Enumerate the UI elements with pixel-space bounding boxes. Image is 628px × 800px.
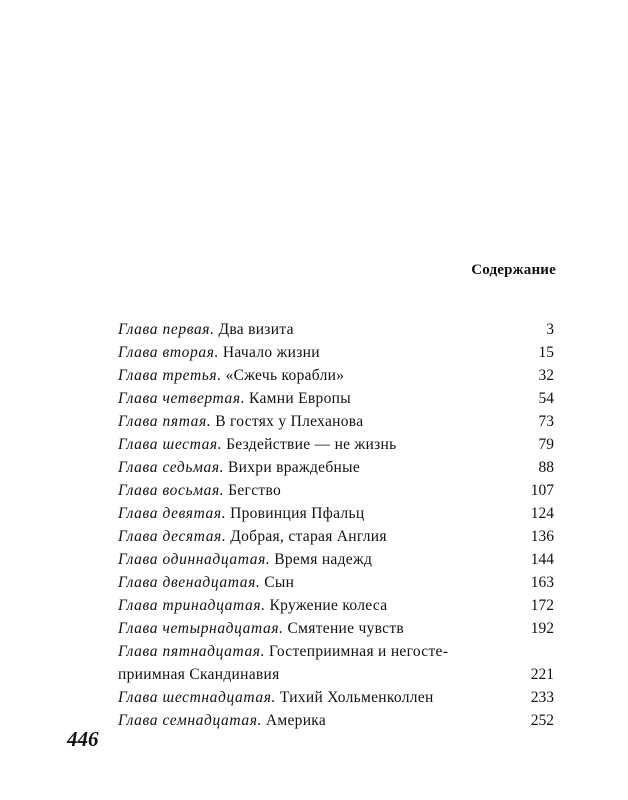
toc-entry-14[interactable] — [118, 617, 554, 640]
page-number: 136 — [530, 528, 554, 545]
toc-entry-2[interactable] — [118, 341, 554, 364]
page-number: 54 — [538, 390, 554, 407]
chapter-label: Глава шестнадцатая. — [118, 689, 276, 706]
toc-entry-9[interactable] — [118, 502, 554, 525]
chapter-title: Бездействие — не жизнь — [226, 436, 397, 453]
chapter-label: Глава пятая. — [118, 413, 212, 430]
chapter-title: Начало жизни — [222, 344, 320, 361]
toc-entry-6[interactable] — [118, 433, 554, 456]
toc-entry-7[interactable] — [118, 456, 554, 479]
table-of-contents — [118, 318, 554, 732]
chapter-title: В гостях у Плеханова — [215, 413, 364, 430]
toc-entry-15[interactable] — [118, 640, 554, 686]
page-number: 3 — [546, 321, 554, 338]
chapter-title: Два визита — [218, 321, 294, 338]
toc-entry-16[interactable] — [118, 686, 554, 709]
page-title: Содержание — [471, 262, 556, 278]
toc-entry-10[interactable] — [118, 525, 554, 548]
page-number: 221 — [530, 666, 554, 683]
chapter-title: Америка — [265, 712, 327, 729]
chapter-label: Глава девятая. — [118, 505, 227, 522]
chapter-label: Глава четырнадцатая. — [118, 620, 284, 637]
chapter-title: Камни Европы — [249, 390, 351, 407]
chapter-title: Провинция Пфальц — [230, 505, 365, 522]
chapter-title: Гостеприимная и негосте- — [268, 643, 449, 660]
page-number: 88 — [538, 459, 554, 476]
page-number: 32 — [538, 367, 554, 384]
chapter-title: Кружение колеса — [269, 597, 388, 614]
page-number: 15 — [538, 344, 554, 361]
chapter-label: Глава десятая. — [118, 528, 227, 545]
toc-entry-11[interactable] — [118, 548, 554, 571]
folio-page-number: 446 — [67, 727, 99, 751]
chapter-title: «Сжечь корабли» — [225, 367, 345, 384]
toc-entry-3[interactable] — [118, 364, 554, 387]
chapter-label: Глава седьмая. — [118, 459, 225, 476]
chapter-label: Глава восьмая. — [118, 482, 225, 499]
toc-entry-8[interactable] — [118, 479, 554, 502]
page-number: 144 — [530, 551, 554, 568]
chapter-title: Вихри враждебные — [228, 459, 361, 476]
chapter-label: Глава вторая. — [118, 344, 219, 361]
chapter-label: Глава пятнадцатая. — [118, 643, 266, 660]
chapter-label: Глава четвертая. — [118, 390, 246, 407]
chapter-label: Глава тринадцатая. — [118, 597, 266, 614]
chapter-title: Сын — [264, 574, 295, 591]
page-number: 233 — [530, 689, 554, 706]
chapter-title: Тихий Хольменколлен — [279, 689, 434, 706]
chapter-title: Время надежд — [274, 551, 373, 568]
page-number: 172 — [530, 597, 554, 614]
toc-entry-13[interactable] — [118, 594, 554, 617]
chapter-label: Глава одиннадцатая. — [118, 551, 271, 568]
page-number: 107 — [530, 482, 554, 499]
toc-entry-17[interactable] — [118, 709, 554, 732]
chapter-label: Глава третья. — [118, 367, 222, 384]
chapter-label: Глава шестая. — [118, 436, 223, 453]
page-number: 73 — [538, 413, 554, 430]
chapter-title: Добрая, старая Англия — [230, 528, 387, 545]
page-number: 192 — [530, 620, 554, 637]
page-number: 124 — [530, 505, 554, 522]
chapter-title-continuation: приимная Скандинавия — [118, 666, 280, 683]
chapter-label: Глава двенадцатая. — [118, 574, 261, 591]
toc-entry-12[interactable] — [118, 571, 554, 594]
page-number: 79 — [538, 436, 554, 453]
toc-entry-1[interactable] — [118, 318, 554, 341]
toc-entry-5[interactable] — [118, 410, 554, 433]
chapter-title: Бегство — [228, 482, 282, 499]
chapter-title: Смятение чувств — [287, 620, 405, 637]
chapter-label: Глава первая. — [118, 321, 215, 338]
page-number: 163 — [530, 574, 554, 591]
chapter-label: Глава семнадцатая. — [118, 712, 262, 729]
page-number: 252 — [530, 712, 554, 729]
toc-entry-4[interactable] — [118, 387, 554, 410]
